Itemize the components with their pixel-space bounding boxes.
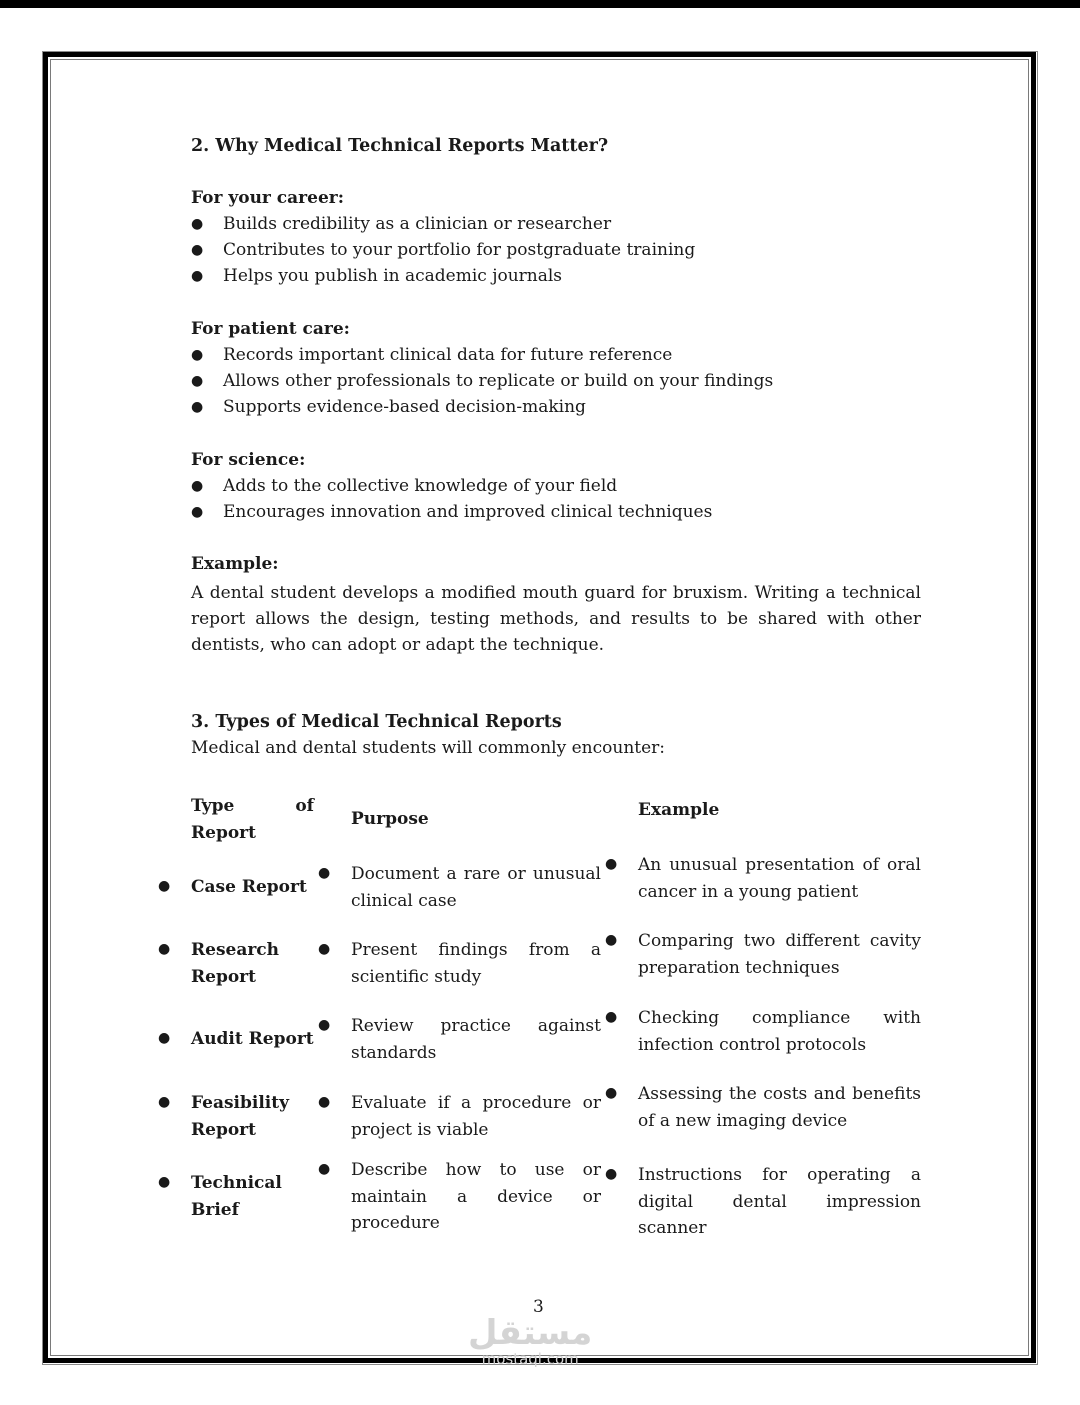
row-purpose: Evaluate if a procedure or project is viable — [351, 1093, 601, 1140]
watermark-latin: mostaql.com — [481, 1350, 579, 1368]
list-item: ● Records important clinical data for future reference — [191, 345, 673, 365]
bullet-icon: ● — [191, 478, 204, 494]
row-example: Assessing the costs and benefits of a new imaging device — [638, 1084, 921, 1131]
list-item: ● Allows other professionals to replicate or build on your findings — [191, 371, 774, 391]
row-purpose: Review practice against standards — [351, 1016, 601, 1063]
bullet-icon: ● — [318, 1017, 331, 1033]
example-paragraph: A dental student develops a modified mouth guard for bruxism. Writing a technical report allows the design, testing methods, and results to be shared with other dentists, who can adopt or adapt the technique. — [191, 583, 921, 655]
bullet-icon: ● — [158, 941, 171, 957]
list-item: ● Encourages innovation and improved clinical techniques — [191, 502, 713, 522]
table-header-purpose: Purpose — [351, 809, 429, 829]
bullet-icon: ● — [191, 399, 204, 415]
section-intro: Medical and dental students will commonly encounter: — [191, 738, 666, 758]
table-header-type: Type of Report — [191, 796, 314, 843]
bullet-icon: ● — [318, 1161, 331, 1177]
row-type: Research Report — [191, 940, 280, 987]
list-item: ● Supports evidence-based decision-making — [191, 397, 586, 417]
bullet-icon: ● — [191, 216, 204, 232]
row-example: Comparing two different cavity preparation techniques — [638, 931, 921, 978]
page-number: 3 — [533, 1297, 544, 1317]
row-purpose: Present findings from a scientific study — [351, 940, 601, 987]
bullet-icon: ● — [158, 1174, 171, 1190]
row-type: Case Report — [191, 877, 307, 897]
group-title-patient-care: For patient care: — [191, 319, 350, 339]
watermark — [468, 1313, 593, 1368]
bullet-icon: ● — [158, 1030, 171, 1046]
row-type: Feasibility Report — [191, 1093, 289, 1140]
top-edge-bar — [0, 0, 1080, 8]
bullet-icon: ● — [318, 865, 331, 881]
section-heading: 3. Types of Medical Technical Reports — [191, 712, 562, 732]
row-type: Audit Report — [191, 1029, 314, 1049]
bullet-icon: ● — [191, 373, 204, 389]
row-example: Instructions for operating a digital dental impression scanner — [638, 1165, 921, 1238]
bullet-icon: ● — [605, 1166, 618, 1182]
example-title: Example: — [191, 554, 279, 574]
watermark-arabic: مستقل — [468, 1313, 593, 1353]
row-example: Checking compliance with infection control protocols — [638, 1008, 921, 1055]
table-header-example: Example — [638, 800, 720, 820]
bullet-icon: ● — [605, 932, 618, 948]
group-title-science: For science: — [191, 450, 306, 470]
bullet-icon: ● — [605, 856, 618, 872]
row-purpose: Document a rare or unusual clinical case — [351, 864, 601, 911]
list-item: ● Contributes to your portfolio for postgraduate training — [191, 240, 696, 260]
bullet-icon: ● — [158, 1094, 171, 1110]
list-item: ● Adds to the collective knowledge of your field — [191, 476, 618, 496]
bullet-icon: ● — [191, 268, 204, 284]
list-item: ● Helps you publish in academic journals — [191, 266, 563, 286]
bullet-icon: ● — [191, 242, 204, 258]
bullet-icon: ● — [318, 941, 331, 957]
bullet-icon: ● — [158, 878, 171, 894]
bullet-icon: ● — [605, 1085, 618, 1101]
bullet-icon: ● — [605, 1009, 618, 1025]
section-heading: 2. Why Medical Technical Reports Matter? — [191, 136, 609, 156]
row-purpose: Describe how to use or maintain a device or procedure — [351, 1160, 601, 1233]
bullet-icon: ● — [191, 347, 204, 363]
row-type: Technical Brief — [191, 1173, 282, 1220]
list-item: ● Builds credibility as a clinician or researcher — [191, 214, 612, 234]
group-title-career: For your career: — [191, 188, 344, 208]
bullet-icon: ● — [191, 504, 204, 520]
row-example: An unusual presentation of oral cancer in a young patient — [638, 855, 921, 902]
bullet-icon: ● — [318, 1094, 331, 1110]
